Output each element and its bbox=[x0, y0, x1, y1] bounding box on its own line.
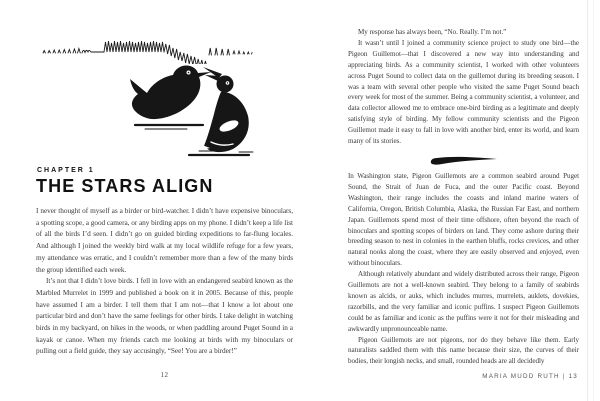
guillemots-illustration bbox=[123, 63, 256, 161]
page-edge-line bbox=[587, 0, 588, 401]
body-paragraph: My response has always been, “No. Really. I’m not.” bbox=[358, 28, 507, 36]
body-paragraph: Although relatively abundant and widely distributed across their range, Pigeon Guillemots are not a well-known seabird. They belong to a family of seabirds known as alcids, or auks, which includes murres, murrelets, auklets, dovekies, razorbills, and the very familiar and iconic puffins. I suspect Pigeon Guillemots could be as familiar and iconic as the puffins were it not for their misleading and awkwardly unpronounceable name. bbox=[348, 270, 579, 333]
right-page bbox=[348, 0, 579, 401]
left-page bbox=[36, 0, 293, 401]
body-paragraph: Pigeon Guillemots are not pigeons, nor do they behave like them. Early naturalists saddled them with this name because their size, the curves of their bodies, their longish necks, and small, rounded heads are all decidedly bbox=[348, 335, 579, 366]
body-paragraph: It’s not that I didn’t love birds. I fell in love with an endangered seabird known as the Marbled Murrelet in 1999 and published a book on it in 2005. Because of this, people have assumed I am a birder. I tell them that I am not—that I know a lot about one particular bird and don’t have the same feelings for other birds. I take delight in watching birds in my backyard, on hikes in the woods, or when paddling around Puget Sound in a kayak or canoe. When my friends catch me looking at birds with my binoculars or pulling out a field guide, they say accusingly, “See! You are a birder!” bbox=[36, 276, 293, 356]
section-divider-swoosh-icon bbox=[428, 153, 500, 166]
body-paragraph: It wasn’t until I joined a community science project to study one bird—the Pigeon Guillemot—that I discovered a new way into understanding and appreciating birds. As a community scientist, I worked with other volunteers across Puget Sound to collect data on the guillemot during its breeding season. I was a team with several other people who visited the same Puget Sound beach every week for most of the summer. Being a community scientist, a volunteer, and data collector allowed me to embrace one-bird birding as a legitimate and deeply satisfying style of birding. My fellow community scientists and the Pigeon Guillemot made it easy to fall in love with another bird, enter its world, and learn many of its stories. bbox=[348, 38, 579, 146]
right-page-number: 13 bbox=[568, 373, 578, 380]
right-body-text bbox=[348, 27, 579, 367]
chapter-title: THE STARS ALIGN bbox=[36, 176, 214, 196]
body-paragraph: In Washington state, Pigeon Guillemots are a common seabird around Puget Sound, the Strait of Juan de Fuca, and the outer Pacific coast. Beyond Washington, their range includes the coasts and inland marine waters of California, Oregon, British Columbia, Alaska, the Russian Far East, and northern Japan. Guillemots spend most of their time offshore, often beyond the reach of binoculars and spotting scopes of birders on land. They come ashore during their breeding season to nest in colonies in the earthen bluffs, rocks crevices, and other natural nooks along the coast, where they are easily observed and enjoyed, even without binoculars. bbox=[348, 171, 579, 268]
running-footer bbox=[482, 373, 578, 380]
footer-separator: | bbox=[562, 373, 566, 380]
left-body-text bbox=[36, 205, 293, 357]
chapter-label: CHAPTER 1 bbox=[37, 167, 95, 174]
footer-author-name: MARIA MUDD RUTH bbox=[482, 373, 560, 380]
body-paragraph: I never thought of myself as a birder or bird-watcher. I didn’t have expensive binoculars, a spotting scope, a good camera, or any birding apps on my phone. I didn’t keep a life list of all the birds I’d seen. I didn’t go on guided birding expeditions to far-flung locales. And although I joined the weekly bird walk at my local wildlife refuge for a few years, my attendance was erratic, and I couldn’t remember more than a few of the many birds the group identified each week. bbox=[36, 206, 293, 274]
bird-call-waveform-illustration bbox=[40, 38, 254, 64]
page-edge-line bbox=[593, 0, 594, 401]
left-page-number: 12 bbox=[160, 371, 169, 379]
